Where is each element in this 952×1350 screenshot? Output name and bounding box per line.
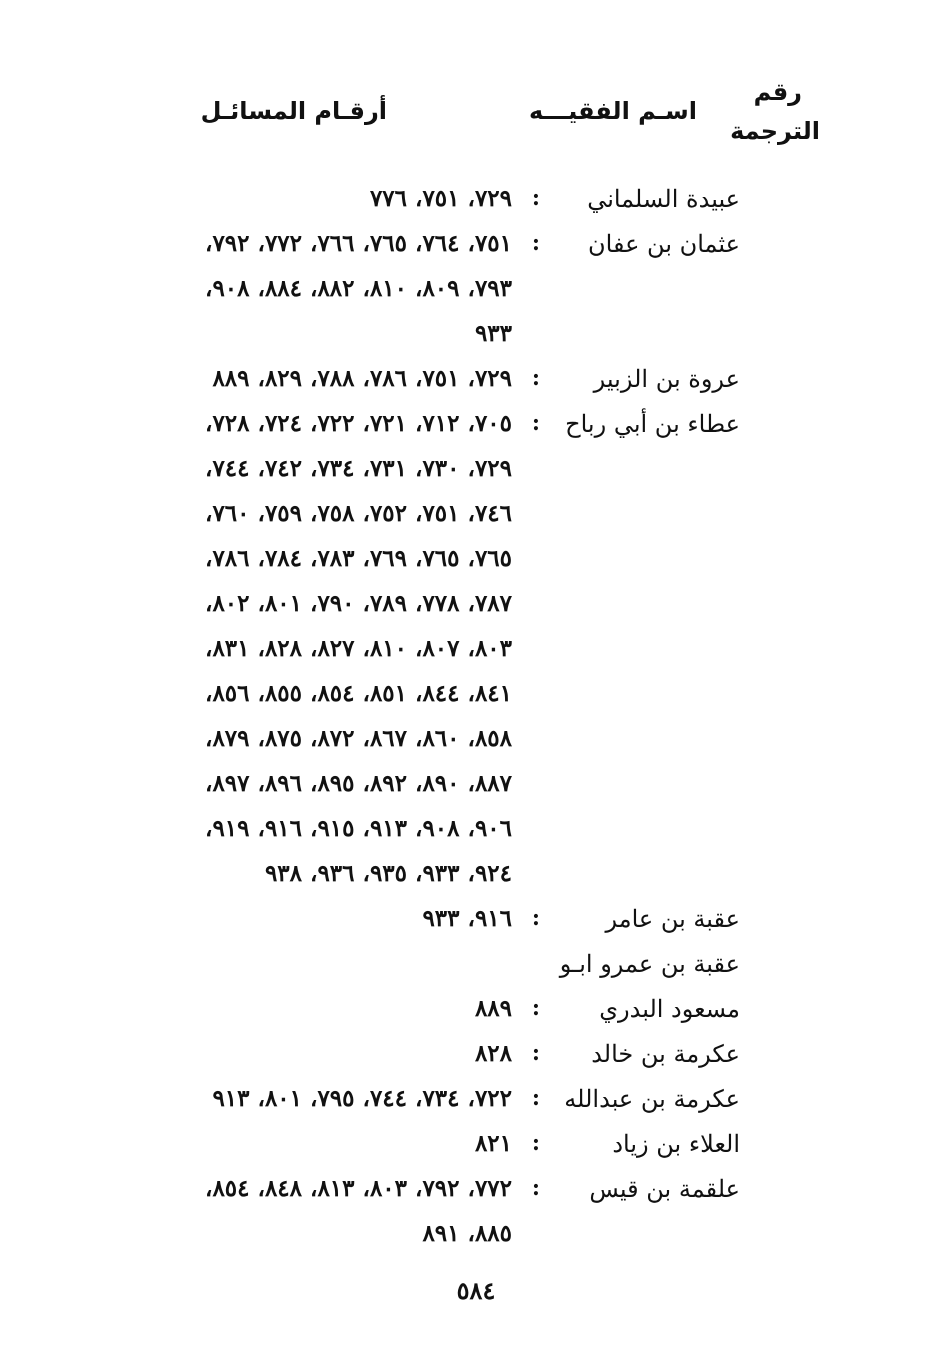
index-row [0, 905, 952, 949]
issue-numbers: ٧٦٥، ٧٦٥، ٧٦٩، ٧٨٣، ٧٨٤، ٧٨٦، [205, 545, 512, 572]
index-row [0, 230, 952, 274]
header-translation-number-line2: الترجمة [730, 117, 820, 145]
header-translation-number-line1: رقم [753, 78, 802, 106]
issue-numbers: ٧٢٢، ٧٣٤، ٧٤٤، ٧٩٥، ٨٠١، ٩١٣ [212, 1085, 512, 1112]
index-row-continuation [0, 275, 952, 319]
index-row [0, 1040, 952, 1084]
jurist-name: عثمان بن عفان [588, 230, 740, 258]
separator-colon: : [531, 1175, 540, 1201]
index-row-continuation [0, 590, 952, 634]
issue-numbers: ٧٢٩، ٧٥١، ٧٨٦، ٧٨٨، ٨٢٩، ٨٨٩ [212, 365, 512, 392]
index-row-continuation [0, 725, 952, 769]
page-number: ٥٨٤ [456, 1276, 496, 1305]
issue-numbers: ٧٩٣، ٨٠٩، ٨١٠، ٨٨٢، ٨٨٤، ٩٠٨، [205, 275, 512, 302]
separator-colon: : [531, 995, 540, 1021]
issue-numbers: ٧٠٥، ٧١٢، ٧٢١، ٧٢٢، ٧٢٤، ٧٢٨، [205, 410, 512, 437]
header-issue-numbers: أرقـام المسائـل [200, 97, 387, 125]
issue-numbers: ٩٣٣ [474, 320, 512, 347]
index-row [0, 1175, 952, 1219]
jurist-name: عكرمة بن خالد [591, 1040, 740, 1068]
jurist-name: علقمة بن قيس [589, 1175, 740, 1203]
issue-numbers: ٨٨٧، ٨٩٠، ٨٩٢، ٨٩٥، ٨٩٦، ٨٩٧، [205, 770, 512, 797]
issue-numbers: ٩٠٦، ٩٠٨، ٩١٣، ٩١٥، ٩١٦، ٩١٩، [205, 815, 512, 842]
jurist-name: عقبة بن عامر [605, 905, 740, 933]
index-row-continuation [0, 815, 952, 859]
jurist-name: مسعود البدري [599, 995, 740, 1023]
separator-colon: : [531, 1130, 540, 1156]
issue-numbers: ٨٨٥، ٨٩١ [422, 1220, 512, 1247]
index-row [0, 410, 952, 454]
issue-numbers: ٨٢١ [474, 1130, 512, 1157]
index-row [0, 185, 952, 229]
jurist-name: عكرمة بن عبدالله [564, 1085, 740, 1113]
separator-colon: : [531, 905, 540, 931]
issue-numbers: ٨٤١، ٨٤٤، ٨٥١، ٨٥٤، ٨٥٥، ٨٥٦، [205, 680, 512, 707]
issue-numbers: ٧٢٩، ٧٥١، ٧٧٦ [369, 185, 512, 212]
separator-colon: : [531, 230, 540, 256]
issue-numbers: ٨٥٨، ٨٦٠، ٨٦٧، ٨٧٢، ٨٧٥، ٨٧٩، [205, 725, 512, 752]
issue-numbers: ٨٨٩ [474, 995, 512, 1022]
separator-colon: : [531, 1040, 540, 1066]
jurist-name: العلاء بن زياد [612, 1130, 740, 1158]
index-row-continuation [0, 500, 952, 544]
index-row-continuation [0, 545, 952, 589]
issue-numbers: ٩١٦، ٩٣٣ [422, 905, 512, 932]
issue-numbers: ٧٧٢، ٧٩٢، ٨٠٣، ٨١٣، ٨٤٨، ٨٥٤، [205, 1175, 512, 1202]
index-row [0, 1130, 952, 1174]
index-row [0, 365, 952, 409]
issue-numbers: ٨٢٨ [474, 1040, 512, 1067]
separator-colon: : [531, 365, 540, 391]
separator-colon: : [531, 1085, 540, 1111]
index-row-continuation [0, 770, 952, 814]
index-row-continuation [0, 455, 952, 499]
index-row [0, 995, 952, 1039]
index-row-continuation [0, 680, 952, 724]
index-row-continuation [0, 635, 952, 679]
index-row-continuation [0, 1220, 952, 1264]
issue-numbers: ٧٨٧، ٧٧٨، ٧٨٩، ٧٩٠، ٨٠١، ٨٠٢، [205, 590, 512, 617]
jurist-name: عقبة بن عمرو ابـو [559, 950, 740, 978]
jurist-name: عروة بن الزبير [593, 365, 740, 393]
index-row [0, 950, 952, 994]
separator-colon: : [531, 185, 540, 211]
issue-numbers: ٧٤٦، ٧٥١، ٧٥٢، ٧٥٨، ٧٥٩، ٧٦٠، [205, 500, 512, 527]
index-row-continuation [0, 320, 952, 364]
issue-numbers: ٧٢٩، ٧٣٠، ٧٣١، ٧٣٤، ٧٤٢، ٧٤٤، [205, 455, 512, 482]
index-row [0, 1085, 952, 1129]
index-row-continuation [0, 860, 952, 904]
jurist-name: عطاء بن أبي رباح [565, 410, 740, 438]
issue-numbers: ٨٠٣، ٨٠٧، ٨١٠، ٨٢٧، ٨٢٨، ٨٣١، [205, 635, 512, 662]
header-jurist-name: اسـم الفقيـــه [529, 97, 697, 125]
issue-numbers: ٧٥١، ٧٦٤، ٧٦٥، ٧٦٦، ٧٧٢، ٧٩٢، [205, 230, 512, 257]
issue-numbers: ٩٢٤، ٩٣٣، ٩٣٥، ٩٣٦، ٩٣٨ [264, 860, 512, 887]
separator-colon: : [531, 410, 540, 436]
jurist-name: عبيدة السلماني [587, 185, 740, 213]
